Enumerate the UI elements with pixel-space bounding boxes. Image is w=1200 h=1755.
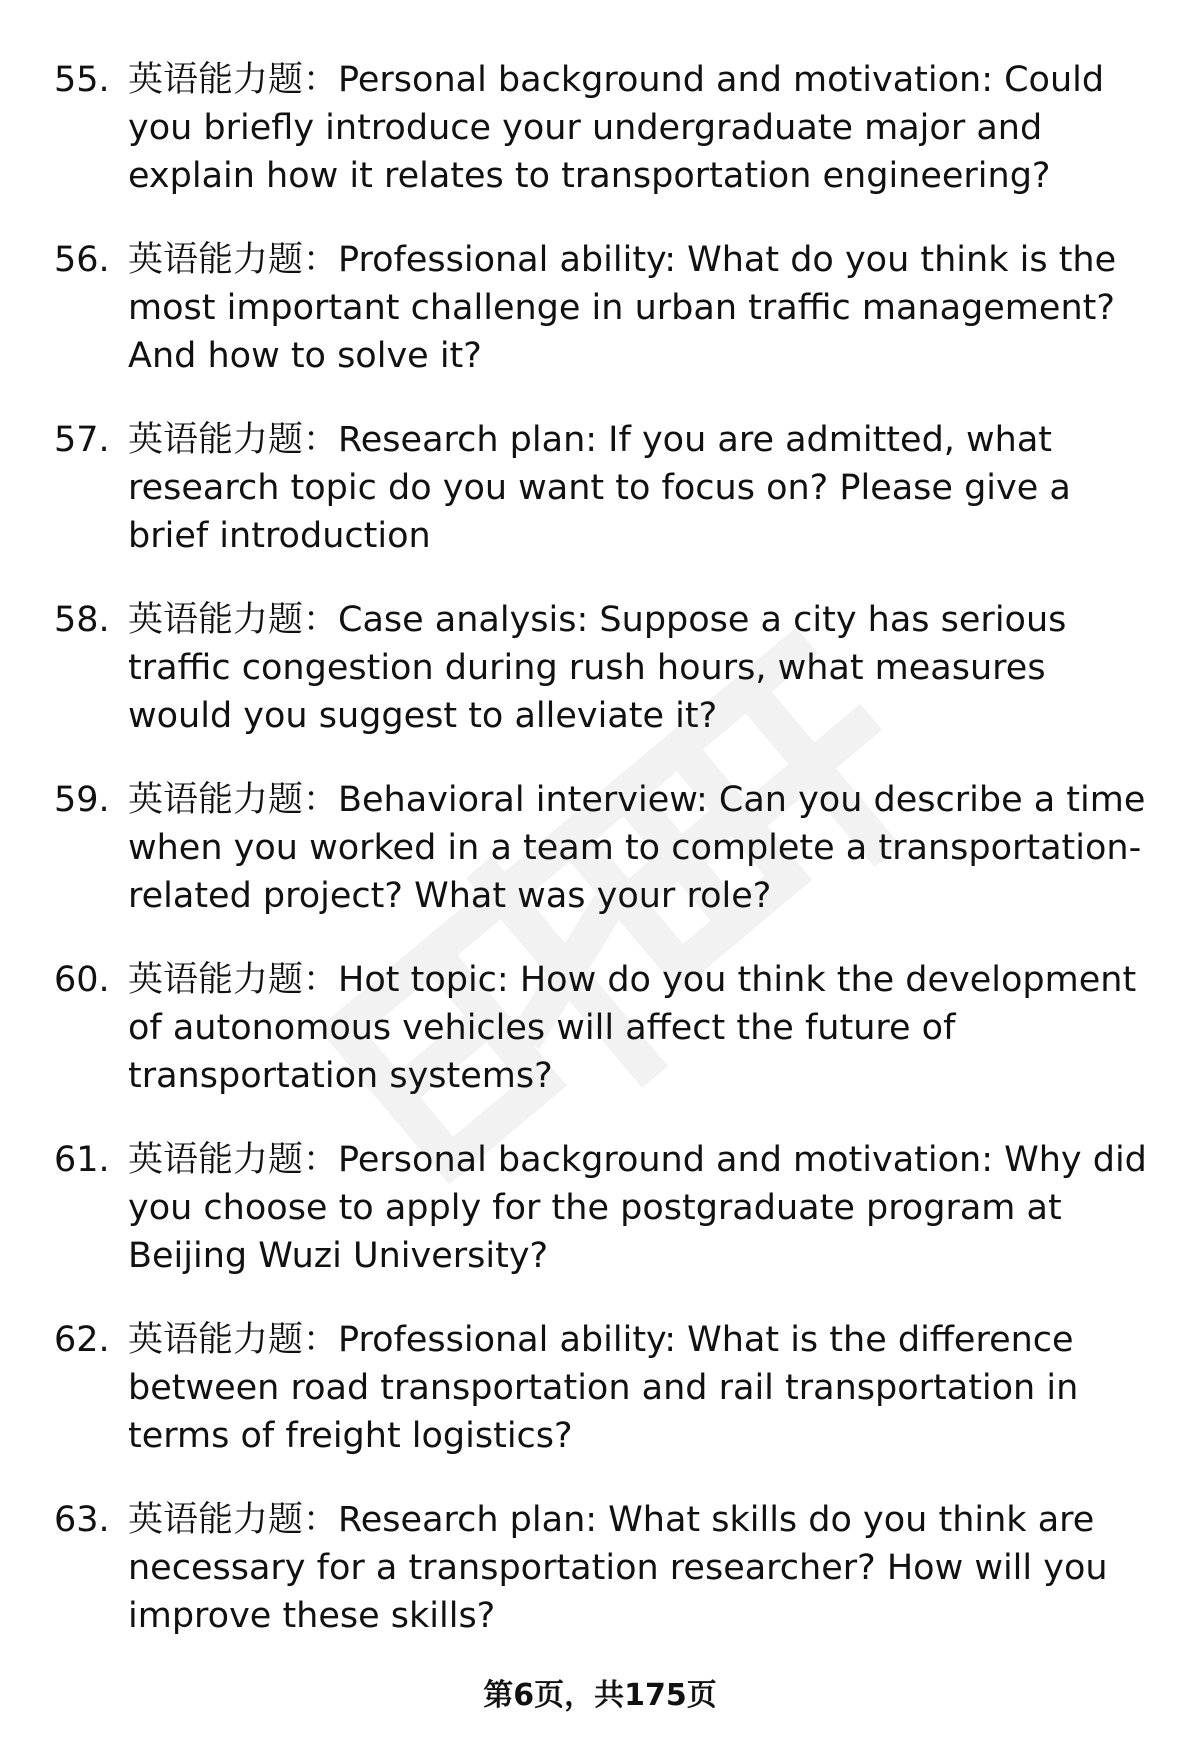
question-category: 英语能力题： [128, 420, 339, 460]
question-number: 55. [54, 60, 110, 100]
question-item [0, 1496, 1200, 1640]
question-text: Professional ability: What is the difference between road transportation and rail transportation in terms of freight logistics? [128, 1320, 1079, 1456]
question-list [0, 56, 1200, 1640]
question-number: 58. [54, 600, 110, 640]
question-item [0, 596, 1200, 740]
question-item [0, 956, 1200, 1100]
question-text: Behavioral interview: Can you describe a time when you worked in a team to complete a transportation-related project? What was your role? [128, 780, 1146, 916]
question-number: 63. [54, 1500, 110, 1540]
question-number: 56. [54, 240, 110, 280]
question-text: Research plan: If you are admitted, what research topic do you want to focus on? Please give a brief introduction [128, 420, 1071, 556]
question-category: 英语能力题： [128, 1320, 339, 1360]
question-category: 英语能力题： [128, 960, 339, 1000]
question-number: 59. [54, 780, 110, 820]
question-category: 英语能力题： [128, 1500, 339, 1540]
question-item [0, 776, 1200, 920]
question-number: 60. [54, 960, 110, 1000]
question-text: Professional ability: What do you think is the most important challenge in urban traffic management? And how to solve it? [128, 240, 1117, 376]
question-number: 62. [54, 1320, 110, 1360]
question-item [0, 416, 1200, 560]
question-category: 英语能力题： [128, 1140, 339, 1180]
question-text: Personal background and motivation: Could you briefly introduce your undergraduate major and explain how it relates to transportation engineering? [128, 60, 1105, 196]
question-text: Research plan: What skills do you think are necessary for a transportation researcher? How will you improve these skills? [128, 1500, 1108, 1636]
question-category: 英语能力题： [128, 600, 339, 640]
question-text: Personal background and motivation: Why did you choose to apply for the postgraduate program at Beijing Wuzi University? [128, 1140, 1147, 1276]
question-category: 英语能力题： [128, 60, 339, 100]
question-text: Hot topic: How do you think the development of autonomous vehicles will affect the future of transportation systems? [128, 960, 1137, 1096]
question-item [0, 56, 1200, 200]
question-number: 61. [54, 1140, 110, 1180]
question-item [0, 1316, 1200, 1460]
question-item [0, 236, 1200, 380]
question-category: 英语能力题： [128, 780, 339, 820]
question-category: 英语能力题： [128, 240, 339, 280]
page-footer: 第6页，共175页 [483, 1678, 717, 1713]
question-item [0, 1136, 1200, 1280]
question-text: Case analysis: Suppose a city has serious traffic congestion during rush hours, what measures would you suggest to alleviate it? [128, 600, 1067, 736]
question-number: 57. [54, 420, 110, 460]
